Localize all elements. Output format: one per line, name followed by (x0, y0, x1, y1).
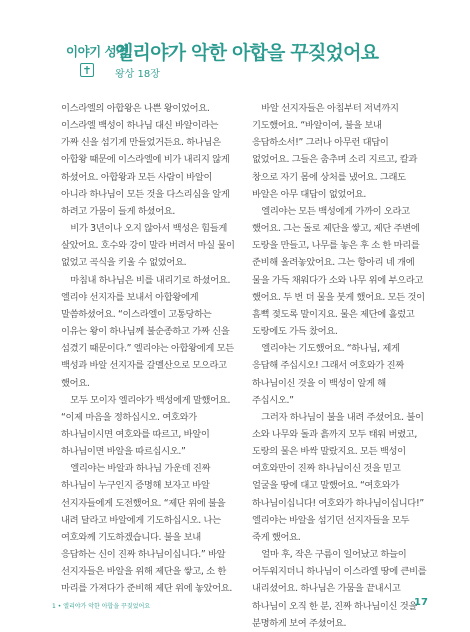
paragraph: 마침내 하나님은 비를 내리기로 하셨어요. 엘리야 선지자를 보내서 아합왕에게 말씀하셨어요. “이스라엘이 고통당하는 이유는 왕이 하나님께 불순종하고 가짜 신을 섬겼기 때문이다.” 엘리야는 아합왕에게 모든 백성과 바알 선지자를 갈멜산으로 모으라고 했어요. (61, 274, 234, 389)
paragraph: 비가 3년이나 오지 않아서 백성은 힘들게 살았어요. 호수와 강이 말라 버려서 마실 물이 없었고 곡식을 키울 수 없었어요. (61, 223, 235, 269)
page-number: 17 (414, 597, 428, 608)
right-column (252, 100, 428, 632)
paragraph: 모두 모이자 엘리야가 백성에게 말했어요. “이제 마음을 정하십시오. 여호와가 하나님이시면 여호와를 따르고, 바알이 하나님이면 바알을 따르십시오.” (61, 394, 231, 458)
paragraph: 그러자 하나님이 불을 내려 주셨어요. 불이 소와 나무와 돌과 흙까지 모두 태워 버렸고, 도랑의 물은 바싹 말랐지요. 모든 백성이 여호와만이 진짜 하나님이신 것을 믿고 얼굴을 땅에 대고 말했어요. “여호와가 하나님이십니다! 여호와가 하나님이십니다!” 엘리야는 바알을 섬기던 선지자들을 모두 죽게 했어요. (252, 411, 424, 543)
paragraph: 얼마 후, 작은 구름이 일어났고 하늘이 어두워지더니 하나님이 이스라엘 땅에 큰비를 내리셨어요. 하나님은 가뭄을 끝내시고 하나님이 오직 한 분, 진짜 하나님이신 것을 분명하게 보여 주셨어요. (252, 549, 427, 629)
scripture-reference: 왕상 18장 (115, 69, 160, 80)
paragraph: 엘리야는 기도했어요. “하나님, 제게 응답해 주십시오! 그래서 여호와가 진짜 하나님이신 것을 이 백성이 알게 해 주십시오.” (252, 343, 404, 406)
paragraph: 엘리야는 모든 백성에게 가까이 오라고 했어요. 그는 돌로 제단을 쌓고, 제단 주변에 도랑을 만들고, 나무를 놓은 후 소 한 마리를 준비해 올려놓았어요. 그는 항아리 네 개에 물을 가득 채워다가 소와 나무 위에 부으라고 했어요. 두 번 더 물을 붓게 했어요. 모든 것이 흠뻑 젖도록 말이지요. 물은 제단에 흘렀고 도랑에도 가득 찼어요. (252, 205, 425, 338)
header-label: 이야기 성경 (66, 44, 128, 59)
page-title: 엘리야가 악한 아합을 꾸짖었어요 (115, 42, 379, 64)
footer-chapter-label: 1 • 엘리야가 악한 아합을 꾸짖었어요 (52, 603, 151, 610)
bible-cross-icon (80, 63, 94, 77)
paragraph: 이스라엘의 아합왕은 나쁜 왕이었어요. 이스라엘 백성이 하나님 대신 바알이라는 가짜 신을 섬기게 만들었거든요. 하나님은 아합왕 때문에 이스라엘에 비가 내리지 않게 하셨어요. 아합왕과 모든 사람이 바알이 아니라 하나님이 모든 것을 다스리심을 알게 하려고 가뭄이 들게 하셨어요. (61, 103, 230, 217)
paragraph: 엘리야는 바알과 하나님 가운데 진짜 하나님이 누구인지 증명해 보자고 바알 선지자들에게 도전했어요. “제단 위에 불을 내려 달라고 바알에게 기도하십시오. 나는 여호와께 기도하겠습니다. 불을 보내 응답하는 신이 진짜 하나님이십니다.” 바알 선지자들은 바알을 위해 제단을 쌓고, 소 한 마리를 가져다가 준비해 제단 위에 놓았어요. (61, 463, 232, 595)
left-column (61, 100, 237, 598)
paragraph: 바알 선지자들은 아침부터 저녁까지 기도했어요. “바알이여, 불을 보내 응답하소서!” 그러나 아무런 대답이 없었어요. 그들은 춤추며 소리 지르고, 칼과 창으로 자기 몸에 상처를 냈어요. 그래도 바알은 아무 대답이 없었어요. (252, 103, 417, 200)
